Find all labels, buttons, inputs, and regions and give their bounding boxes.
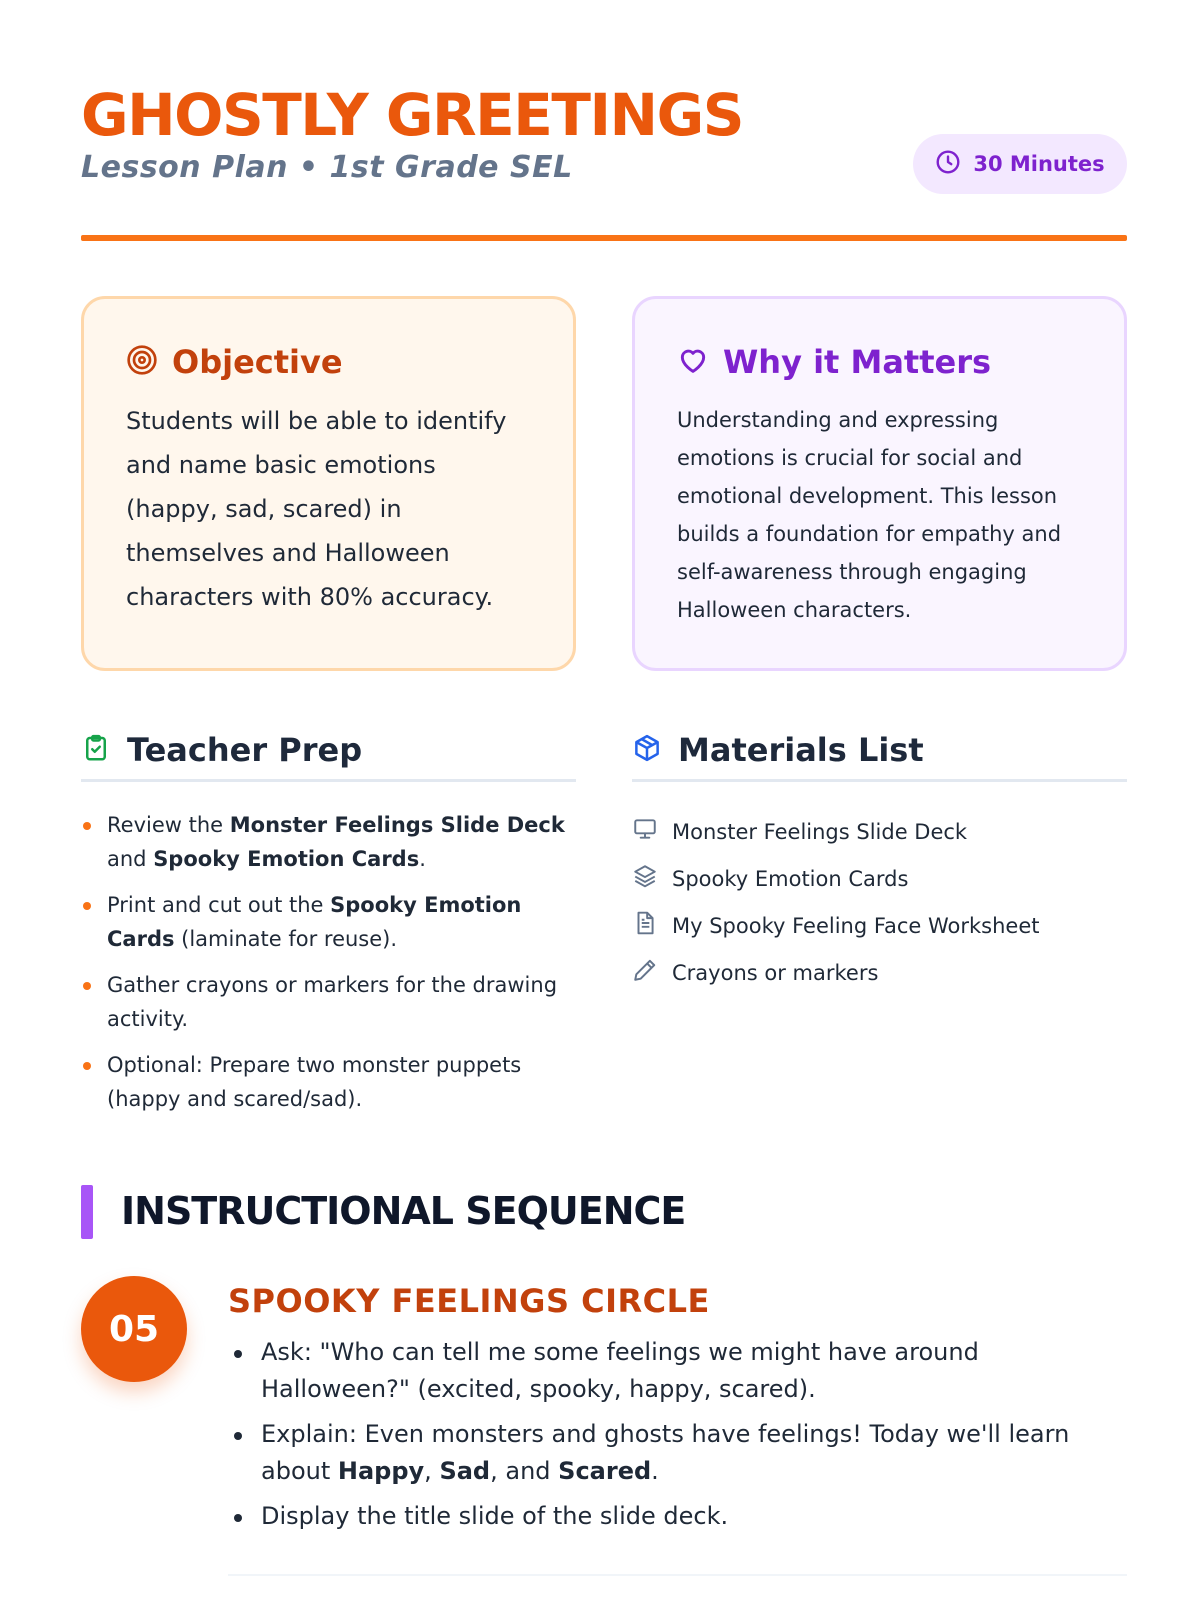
document-icon: [632, 910, 658, 941]
list-item: Ask: "Who can tell me some feelings we might have around Halloween?" (excited, spooky, happy, scared).: [228, 1334, 1127, 1408]
section-accent-bar: [81, 1185, 93, 1239]
lesson-subtitle: Lesson Plan • 1st Grade SEL: [81, 150, 573, 185]
why-title: Why it Matters: [723, 343, 992, 381]
monitor-icon: [632, 816, 658, 847]
step-number-badge: 05: [81, 1276, 187, 1382]
duration-label: 30 Minutes: [973, 152, 1105, 176]
clock-icon: [935, 149, 961, 179]
materials-title: Materials List: [678, 730, 924, 769]
lesson-header: [81, 81, 1127, 244]
lesson-plan-page: [81, 0, 1127, 1600]
why-text: Understanding and expressing emotions is crucial for social and emotional development. This lesson builds a foundation for empathy and self-awareness through engaging Halloween characters.: [677, 408, 1062, 622]
list-item: Spooky Emotion Cards: [632, 855, 1127, 902]
lesson-title: GHOSTLY GREETINGS: [81, 81, 743, 149]
section-title: INSTRUCTIONAL SEQUENCE: [121, 1189, 686, 1233]
heart-icon: [677, 344, 709, 380]
list-item: Monster Feelings Slide Deck: [632, 808, 1127, 855]
step-title: SPOOKY FEELINGS CIRCLE: [228, 1282, 710, 1320]
objective-text: Students will be able to identify and name basic emotions (happy, sad, scared) in themselves and Halloween characters with 80% accuracy.: [126, 407, 507, 611]
list-item: Print and cut out the Spooky Emotion Cards (laminate for reuse).: [81, 888, 576, 956]
instructional-sequence-header: [81, 1185, 1127, 1239]
list-item: Display the title slide of the slide deck.: [228, 1498, 1127, 1535]
list-item: Gather crayons or markers for the drawing activity.: [81, 968, 576, 1036]
objective-card: [81, 296, 576, 671]
clipboard-check-icon: [81, 733, 111, 767]
list-item: My Spooky Feeling Face Worksheet: [632, 902, 1127, 949]
pencil-icon: [632, 957, 658, 988]
duration-badge: [913, 134, 1127, 194]
list-item: Review the Monster Feelings Slide Deck and Spooky Emotion Cards.: [81, 808, 576, 876]
layers-icon: [632, 863, 658, 894]
list-item: Crayons or markers: [632, 949, 1127, 996]
target-icon: [126, 344, 158, 380]
materials-list: [632, 808, 1127, 996]
header-divider: [81, 235, 1127, 241]
teacher-prep-section: [81, 726, 576, 1128]
teacher-prep-title: Teacher Prep: [127, 730, 363, 769]
why-it-matters-card: [632, 296, 1127, 671]
materials-section: [632, 726, 1127, 996]
step-bullets: [228, 1334, 1127, 1535]
sequence-step: [81, 1276, 1127, 1576]
step-divider: [228, 1574, 1127, 1576]
teacher-prep-list: [81, 808, 576, 1116]
objective-title: Objective: [172, 343, 343, 381]
list-item: Optional: Prepare two monster puppets (happy and scared/sad).: [81, 1048, 576, 1116]
list-item: Explain: Even monsters and ghosts have feelings! Today we'll learn about Happy, Sad, and Scared.: [228, 1416, 1127, 1490]
box-icon: [632, 733, 662, 767]
